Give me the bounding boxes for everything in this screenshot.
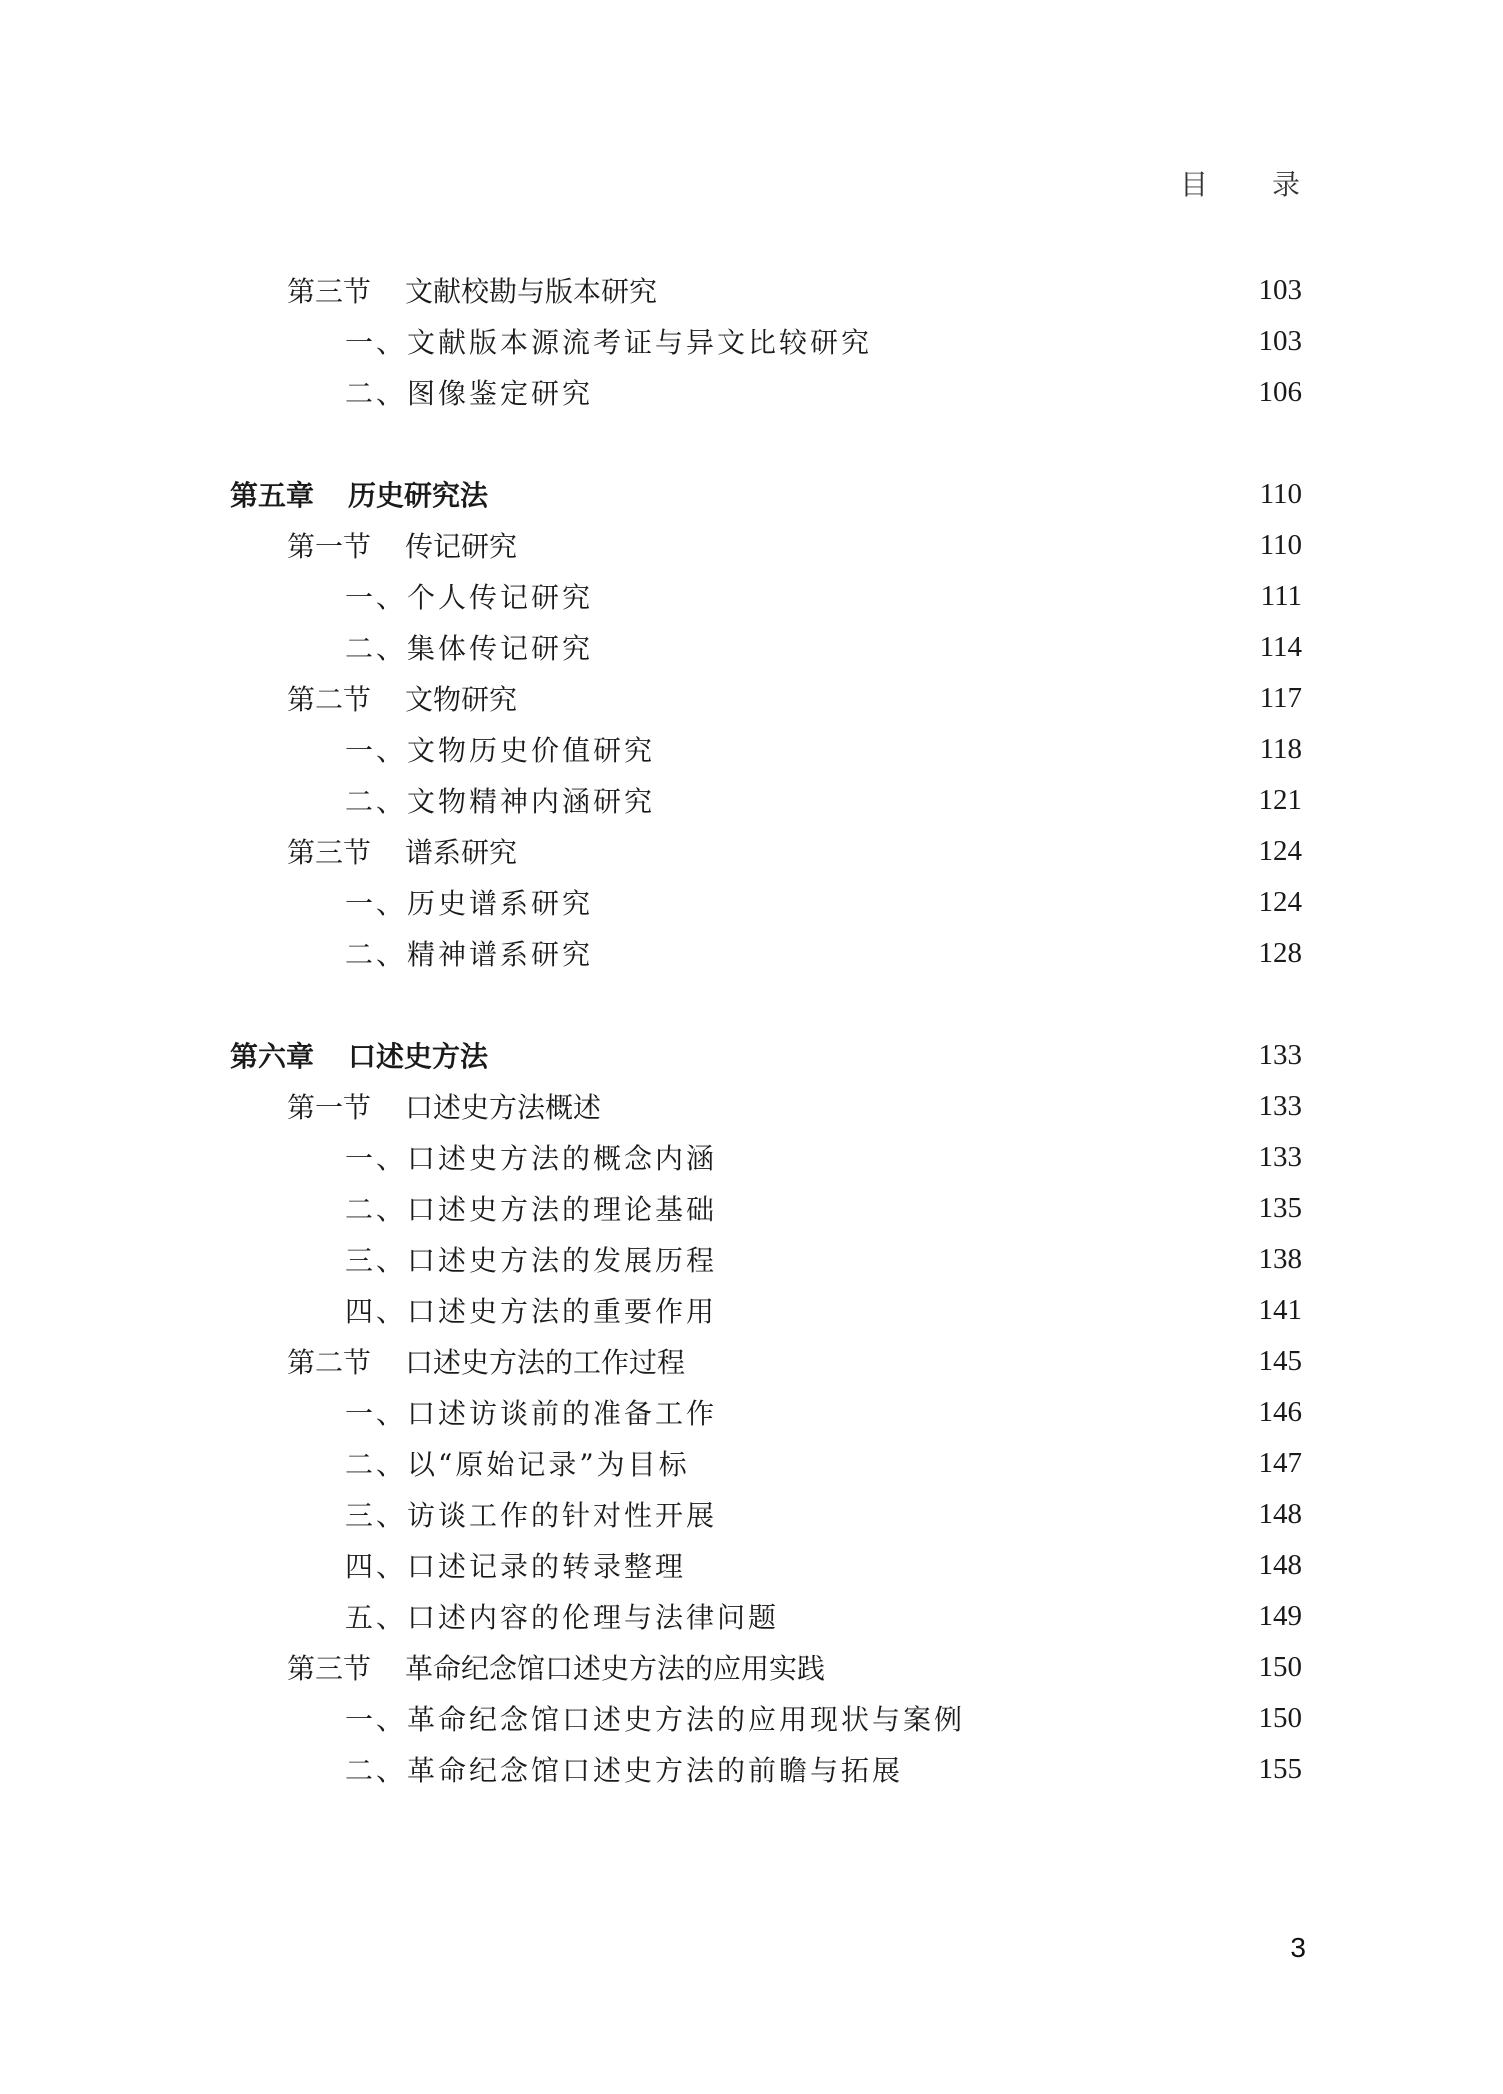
toc-section-title: 谱系研究 — [405, 836, 518, 869]
toc-chapter-number: 第六章 — [230, 1040, 315, 1073]
toc-item-title: 三、口述史方法的发展历程 — [345, 1244, 718, 1277]
toc-page-number: 121 — [1258, 784, 1302, 816]
toc-page-number: 149 — [1258, 1600, 1302, 1632]
toc-item-title: 二、以“原始记录”为目标 — [345, 1448, 690, 1481]
toc-section-title: 传记研究 — [405, 530, 518, 563]
toc-item-entry — [345, 724, 655, 774]
toc-item-entry — [345, 367, 593, 417]
toc-item-entry — [345, 1387, 717, 1437]
toc-item-entry — [345, 1285, 717, 1335]
toc-section-title: 革命纪念馆口述史方法的应用实践 — [405, 1652, 826, 1685]
toc-item-entry — [345, 1693, 965, 1743]
toc-item-entry — [345, 1489, 717, 1539]
toc-page-number: 133 — [1258, 1039, 1302, 1071]
toc-chapter-number: 第五章 — [230, 479, 315, 512]
toc-item-entry — [345, 775, 655, 825]
toc-item-entry — [345, 1540, 686, 1590]
toc-item-title: 一、口述史方法的概念内涵 — [345, 1142, 718, 1175]
toc-page-number: 133 — [1258, 1141, 1302, 1173]
toc-item-title: 二、精神谱系研究 — [345, 938, 594, 971]
toc-section-number: 第三节 — [287, 836, 372, 869]
running-head-right: 录 — [1271, 168, 1300, 201]
toc-item-title: 五、口述内容的伦理与法律问题 — [345, 1601, 780, 1634]
toc-chapter-entry — [230, 1030, 488, 1080]
toc-item-entry — [345, 316, 872, 366]
toc-section-title: 口述史方法概述 — [405, 1091, 602, 1124]
toc-section-number: 第一节 — [287, 1091, 372, 1124]
toc-page-number: 103 — [1258, 274, 1302, 306]
toc-chapter-title: 口述史方法 — [348, 1040, 489, 1073]
toc-page-number: 145 — [1258, 1345, 1302, 1377]
toc-chapter-title: 历史研究法 — [348, 479, 489, 512]
toc-page-number: 110 — [1259, 478, 1302, 510]
toc-item-entry — [345, 622, 593, 672]
toc-item-title: 四、口述史方法的重要作用 — [345, 1295, 718, 1328]
toc-page-number: 124 — [1258, 835, 1302, 867]
toc-page-number: 148 — [1258, 1549, 1302, 1581]
toc-item-title: 二、集体传记研究 — [345, 632, 594, 665]
toc-item-title: 一、个人传记研究 — [345, 581, 594, 614]
toc-page-number: 138 — [1258, 1243, 1302, 1275]
toc-item-title: 一、革命纪念馆口述史方法的应用现状与案例 — [345, 1703, 966, 1736]
toc-page-number: 135 — [1258, 1192, 1302, 1224]
toc-section-entry — [287, 1642, 825, 1692]
toc-section-entry — [287, 826, 517, 876]
toc-page-number: 118 — [1259, 733, 1302, 765]
toc-section-entry — [287, 265, 657, 315]
running-head-left: 目 — [1180, 168, 1209, 201]
toc-section-number: 第三节 — [287, 275, 372, 308]
toc-page-number: 146 — [1258, 1396, 1302, 1428]
toc-section-number: 第二节 — [287, 1346, 372, 1379]
toc-item-title: 一、文献版本源流考证与异文比较研究 — [345, 326, 873, 359]
toc-item-entry — [345, 571, 593, 621]
toc-section-entry — [287, 673, 517, 723]
toc-item-title: 二、革命纪念馆口述史方法的前瞻与拓展 — [345, 1754, 904, 1787]
toc-item-entry — [345, 928, 593, 978]
toc-item-title: 一、口述访谈前的准备工作 — [345, 1397, 718, 1430]
toc-page-number: 124 — [1258, 886, 1302, 918]
toc-item-entry — [345, 1234, 717, 1284]
toc-item-title: 四、口述记录的转录整理 — [345, 1550, 687, 1583]
toc-page-number: 148 — [1258, 1498, 1302, 1530]
toc-page-number: 114 — [1259, 631, 1302, 663]
toc-page-number: 141 — [1258, 1294, 1302, 1326]
toc-page-number: 111 — [1260, 580, 1302, 612]
toc-section-entry — [287, 1081, 601, 1131]
toc-item-title: 一、历史谱系研究 — [345, 887, 594, 920]
toc-item-entry — [345, 1438, 690, 1488]
toc-page-number: 147 — [1258, 1447, 1302, 1479]
toc-item-title: 二、图像鉴定研究 — [345, 377, 594, 410]
toc-page-number: 150 — [1258, 1651, 1302, 1683]
toc-item-title: 一、文物历史价值研究 — [345, 734, 656, 767]
toc-page-number: 103 — [1258, 325, 1302, 357]
toc-section-number: 第一节 — [287, 530, 372, 563]
toc-page-number: 117 — [1259, 682, 1302, 714]
toc-item-entry — [345, 1744, 903, 1794]
toc-item-title: 二、文物精神内涵研究 — [345, 785, 656, 818]
toc-item-entry — [345, 1591, 779, 1641]
toc-section-entry — [287, 520, 517, 570]
toc-item-title: 三、访谈工作的针对性开展 — [345, 1499, 718, 1532]
toc-item-entry — [345, 1183, 717, 1233]
toc-page-number: 150 — [1258, 1702, 1302, 1734]
toc-item-title: 二、口述史方法的理论基础 — [345, 1193, 718, 1226]
toc-section-title: 文献校勘与版本研究 — [405, 275, 658, 308]
toc-page-number: 128 — [1258, 937, 1302, 969]
toc-chapter-entry — [230, 469, 488, 519]
toc-section-number: 第三节 — [287, 1652, 372, 1685]
toc-page-number: 106 — [1258, 376, 1302, 408]
toc-section-title: 口述史方法的工作过程 — [405, 1346, 686, 1379]
toc-page-number: 155 — [1258, 1753, 1302, 1785]
toc-section-title: 文物研究 — [405, 683, 518, 716]
toc-page-number: 110 — [1259, 529, 1302, 561]
toc-item-entry — [345, 877, 593, 927]
running-head — [1180, 163, 1300, 203]
toc-item-entry — [345, 1132, 717, 1182]
toc-page-number: 133 — [1258, 1090, 1302, 1122]
toc-section-entry — [287, 1336, 685, 1386]
toc-section-number: 第二节 — [287, 683, 372, 716]
page-number: 3 — [1290, 1932, 1306, 1963]
